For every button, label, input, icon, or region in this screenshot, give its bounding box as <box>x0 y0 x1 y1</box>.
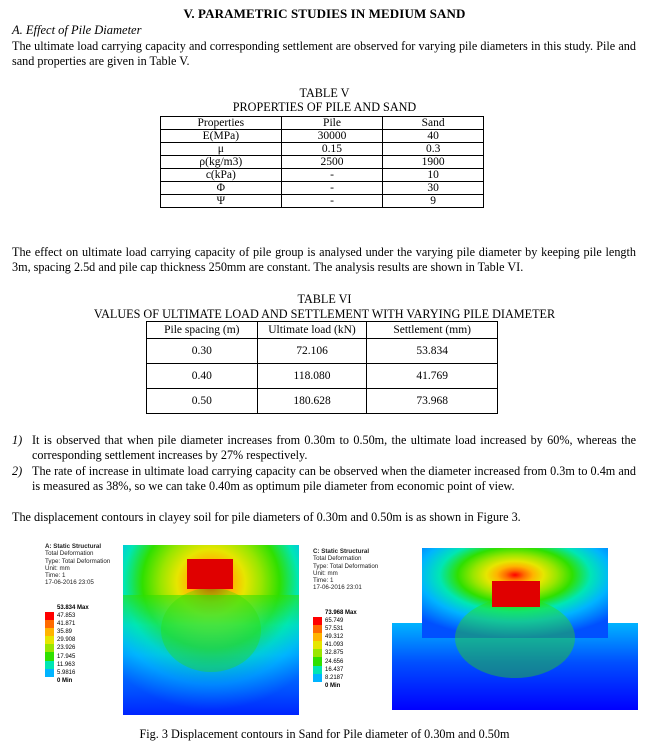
table-cell: 72.106 <box>257 339 367 364</box>
table-cell: 73.968 <box>367 389 498 414</box>
table-header-row <box>161 117 484 130</box>
legend-row <box>313 657 357 665</box>
subsection-heading: A. Effect of Pile Diameter <box>12 23 142 37</box>
section-title: V. PARAMETRIC STUDIES IN MEDIUM SAND <box>183 6 466 21</box>
table-cell: 53.834 <box>367 339 498 364</box>
table-header-row <box>147 322 498 339</box>
info-line: A: Static Structural <box>45 543 102 550</box>
table-cell: ρ(kg/m3) <box>161 156 282 169</box>
table-cell: 1900 <box>383 156 484 169</box>
info-line: Type: Total Deformation <box>313 562 379 570</box>
info-line: C: Static Structural <box>313 548 370 555</box>
legend-swatch <box>313 674 322 682</box>
figure-panel-c <box>308 545 640 715</box>
results-table <box>146 321 498 414</box>
legend-row <box>45 644 89 652</box>
table-cell: 40 <box>383 130 484 143</box>
table-cell: Ψ <box>161 195 282 208</box>
info-line: 17-06-2016 23:01 <box>313 584 362 592</box>
table-cell: 0.50 <box>147 389 258 414</box>
table6-label: TABLE VI <box>297 292 352 306</box>
table-row <box>147 364 498 389</box>
legend-swatch <box>45 628 54 636</box>
table-header-cell: Pile spacing (m) <box>147 322 258 339</box>
table-row <box>161 156 484 169</box>
legend-row <box>313 674 357 682</box>
info-line: Time: 1 <box>313 577 334 585</box>
legend-label: 49.312 <box>325 634 344 641</box>
contour-plot-c <box>392 548 638 710</box>
legend-swatch <box>45 620 54 628</box>
legend-row <box>313 641 357 649</box>
legend-label: 17.945 <box>57 653 76 660</box>
info-line: Time: 1 <box>45 572 66 580</box>
figure-caption: Fig. 3 Displacement contours in Sand for Pile diameter of 0.30m and 0.50m <box>139 727 510 741</box>
info-line: Total Deformation <box>45 550 94 558</box>
legend-row <box>313 666 357 674</box>
color-legend-c <box>313 609 357 690</box>
list-item <box>12 433 636 463</box>
info-line: Total Deformation <box>313 555 362 563</box>
legend-row <box>45 669 89 677</box>
info-line: Unit: mm <box>45 564 70 572</box>
figure-panel-a <box>40 540 300 720</box>
legend-row <box>313 617 357 625</box>
info-line: 17-06-2016 23:05 <box>45 579 94 587</box>
legend-row <box>45 652 89 660</box>
table-cell: - <box>281 195 383 208</box>
table-cell: - <box>281 182 383 195</box>
table-row <box>161 169 484 182</box>
legend-min-label: 0 Min <box>57 677 73 684</box>
legend-label: 32.875 <box>325 650 344 657</box>
legend-label: 35.89 <box>57 629 73 636</box>
table-cell: Φ <box>161 182 282 195</box>
legend-min-label: 0 Min <box>325 682 341 689</box>
legend-max-label: 73.968 Max <box>325 610 357 616</box>
table-row <box>161 195 484 208</box>
legend-swatch <box>45 612 54 620</box>
legend-label: 5.9816 <box>57 669 76 676</box>
table-header-cell: Properties <box>161 117 282 130</box>
table-cell: 10 <box>383 169 484 182</box>
list-text: The rate of increase in ultimate load carrying capacity can be observed when the diameter increased from 0.3m to 0.4m and is measured as 38%, so we can take 0.40m as optimum pile diameter from economic point of view. <box>32 464 636 493</box>
legend-label: 65.749 <box>325 618 344 625</box>
legend-swatch <box>313 649 322 657</box>
legend-row <box>313 633 357 641</box>
legend-swatch <box>313 657 322 665</box>
legend-label: 41.871 <box>57 621 76 628</box>
legend-row <box>45 628 89 636</box>
table-cell: 9 <box>383 195 484 208</box>
table-cell: 0.30 <box>147 339 258 364</box>
legend-row <box>313 625 357 633</box>
legend-swatch <box>45 669 54 677</box>
legend-row <box>45 620 89 628</box>
legend-label: 29.908 <box>57 637 76 644</box>
pile-cap <box>492 581 540 607</box>
table-row <box>161 143 484 156</box>
info-line: Type: Total Deformation <box>45 557 111 565</box>
table-row <box>147 339 498 364</box>
legend-swatch <box>45 661 54 669</box>
table-row <box>161 130 484 143</box>
intro-paragraph: The ultimate load carrying capacity and corresponding settlement are observed for varying pile diameters in this study. Pile and sand properties are given in Table V. <box>12 39 636 68</box>
info-line: Unit: mm <box>313 569 338 577</box>
table-cell: - <box>281 169 383 182</box>
panel-a-info <box>45 543 110 587</box>
table-cell: 30 <box>383 182 484 195</box>
table-cell: 2500 <box>281 156 383 169</box>
list-number: 1) <box>12 433 23 447</box>
legend-label: 11.963 <box>57 661 75 668</box>
table6-title: VALUES OF ULTIMATE LOAD AND SETTLEMENT WITH VARYING PILE DIAMETER <box>93 307 556 321</box>
legend-row <box>45 636 89 644</box>
table-cell: 0.3 <box>383 143 484 156</box>
legend-swatch <box>45 644 54 652</box>
legend-label: 23.926 <box>57 645 76 652</box>
legend-label: 24.656 <box>325 658 344 665</box>
table-cell: 0.15 <box>281 143 383 156</box>
legend-swatch <box>45 636 54 644</box>
panel-c-info <box>313 548 378 592</box>
table-cell: 180.628 <box>257 389 367 414</box>
properties-table <box>160 116 484 208</box>
legend-swatch <box>313 617 322 625</box>
legend-label: 16.437 <box>325 666 344 673</box>
table-cell: 118.080 <box>257 364 367 389</box>
paragraph-3: The displacement contours in clayey soil for pile diameters of 0.30m and 0.50m is as shown in Figure 3. <box>12 510 521 524</box>
legend-label: 57.531 <box>325 626 344 633</box>
table-cell: 30000 <box>281 130 383 143</box>
legend-swatch <box>45 652 54 660</box>
table-header-cell: Ultimate load (kN) <box>257 322 367 339</box>
table-row <box>147 389 498 414</box>
legend-label: 8.2187 <box>325 674 344 681</box>
legend-row <box>313 649 357 657</box>
legend-swatch <box>313 666 322 674</box>
paragraph-2: The effect on ultimate load carrying capacity of pile group is analysed under the varying pile diameter by keeping pile length 3m, spacing 2.5d and pile cap thickness 250mm are constant. The analysis results are shown in Table VI. <box>12 245 636 274</box>
table5-label: TABLE V <box>299 86 350 100</box>
color-legend-a <box>45 604 89 685</box>
legend-row <box>45 612 89 620</box>
table-header-cell: Pile <box>281 117 383 130</box>
list-text: It is observed that when pile diameter increases from 0.30m to 0.50m, the ultimate load increased by 60%, whereas the corresponding settlement increases by 27% respectively. <box>32 433 636 462</box>
contour-bulb <box>161 588 261 672</box>
list-item <box>12 464 636 494</box>
contour-plot-a <box>123 545 299 715</box>
table-cell: E(MPa) <box>161 130 282 143</box>
contour-bulb <box>455 598 575 678</box>
pile-cap <box>187 559 233 589</box>
legend-max-label: 53.834 Max <box>57 605 89 611</box>
table-cell: 41.769 <box>367 364 498 389</box>
legend-swatch <box>313 641 322 649</box>
table-row <box>161 182 484 195</box>
table-header-cell: Sand <box>383 117 484 130</box>
legend-swatch <box>313 633 322 641</box>
legend-label: 41.093 <box>325 642 344 649</box>
legend-label: 47.853 <box>57 613 76 620</box>
legend-row <box>45 661 89 669</box>
table5-title: PROPERTIES OF PILE AND SAND <box>232 100 417 114</box>
list-number: 2) <box>12 464 23 478</box>
table-cell: c(kPa) <box>161 169 282 182</box>
table-header-cell: Settlement (mm) <box>367 322 498 339</box>
table-cell: 0.40 <box>147 364 258 389</box>
table-cell: μ <box>161 143 282 156</box>
legend-swatch <box>313 625 322 633</box>
